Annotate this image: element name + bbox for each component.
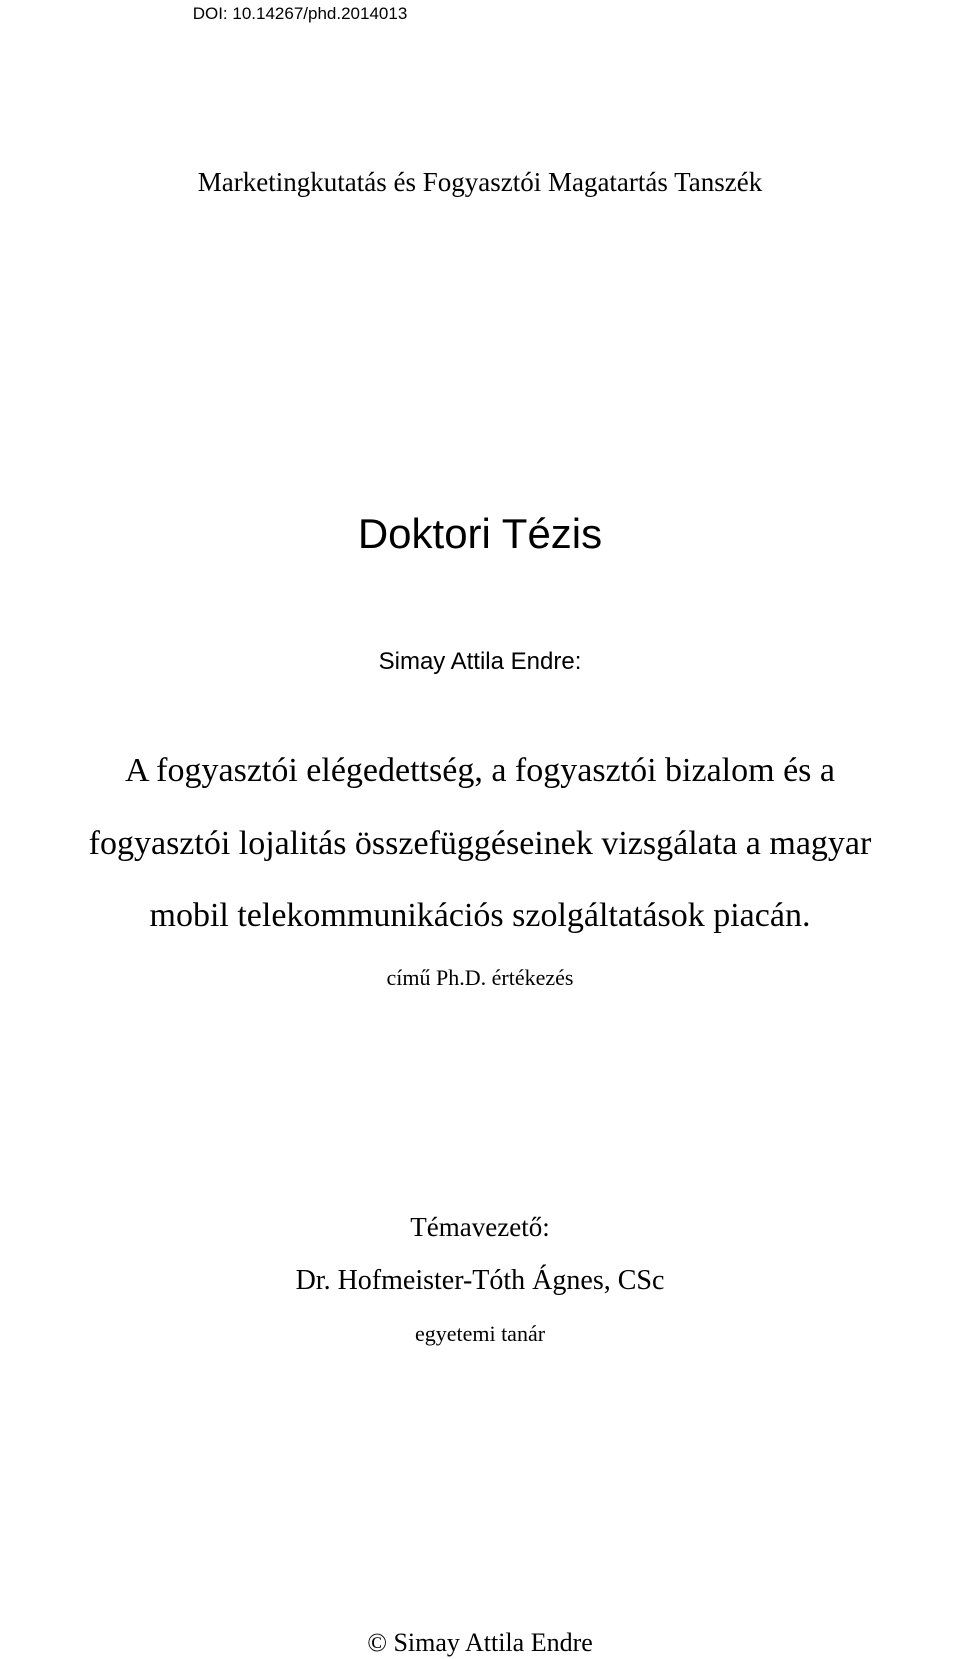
supervisor-label: Témavezető: xyxy=(410,1212,550,1242)
department-name: Marketingkutatás és Fogyasztói Magatartás Tanszék xyxy=(197,167,763,197)
thesis-caption: című Ph.D. értékezés xyxy=(386,965,574,990)
supervisor-title: egyetemi tanár xyxy=(414,1321,546,1346)
document-type: Doktori Tézis xyxy=(357,510,603,557)
thesis-title-line-3: mobil telekommunikációs szolgáltatások piacán. xyxy=(149,897,811,934)
doi-header: DOI: 10.14267/phd.2014013 xyxy=(192,4,408,23)
thesis-title-line-2: fogyasztói lojalitás összefüggéseinek vizsgálata a magyar xyxy=(88,825,872,862)
supervisor-name: Dr. Hofmeister-Tóth Ágnes, CSc xyxy=(295,1265,665,1296)
copyright-notice: © Simay Attila Endre xyxy=(367,1628,593,1657)
author-name: Simay Attila Endre: xyxy=(378,648,582,675)
thesis-title-line-1: A fogyasztói elégedettség, a fogyasztói bizalom és a xyxy=(125,752,835,789)
